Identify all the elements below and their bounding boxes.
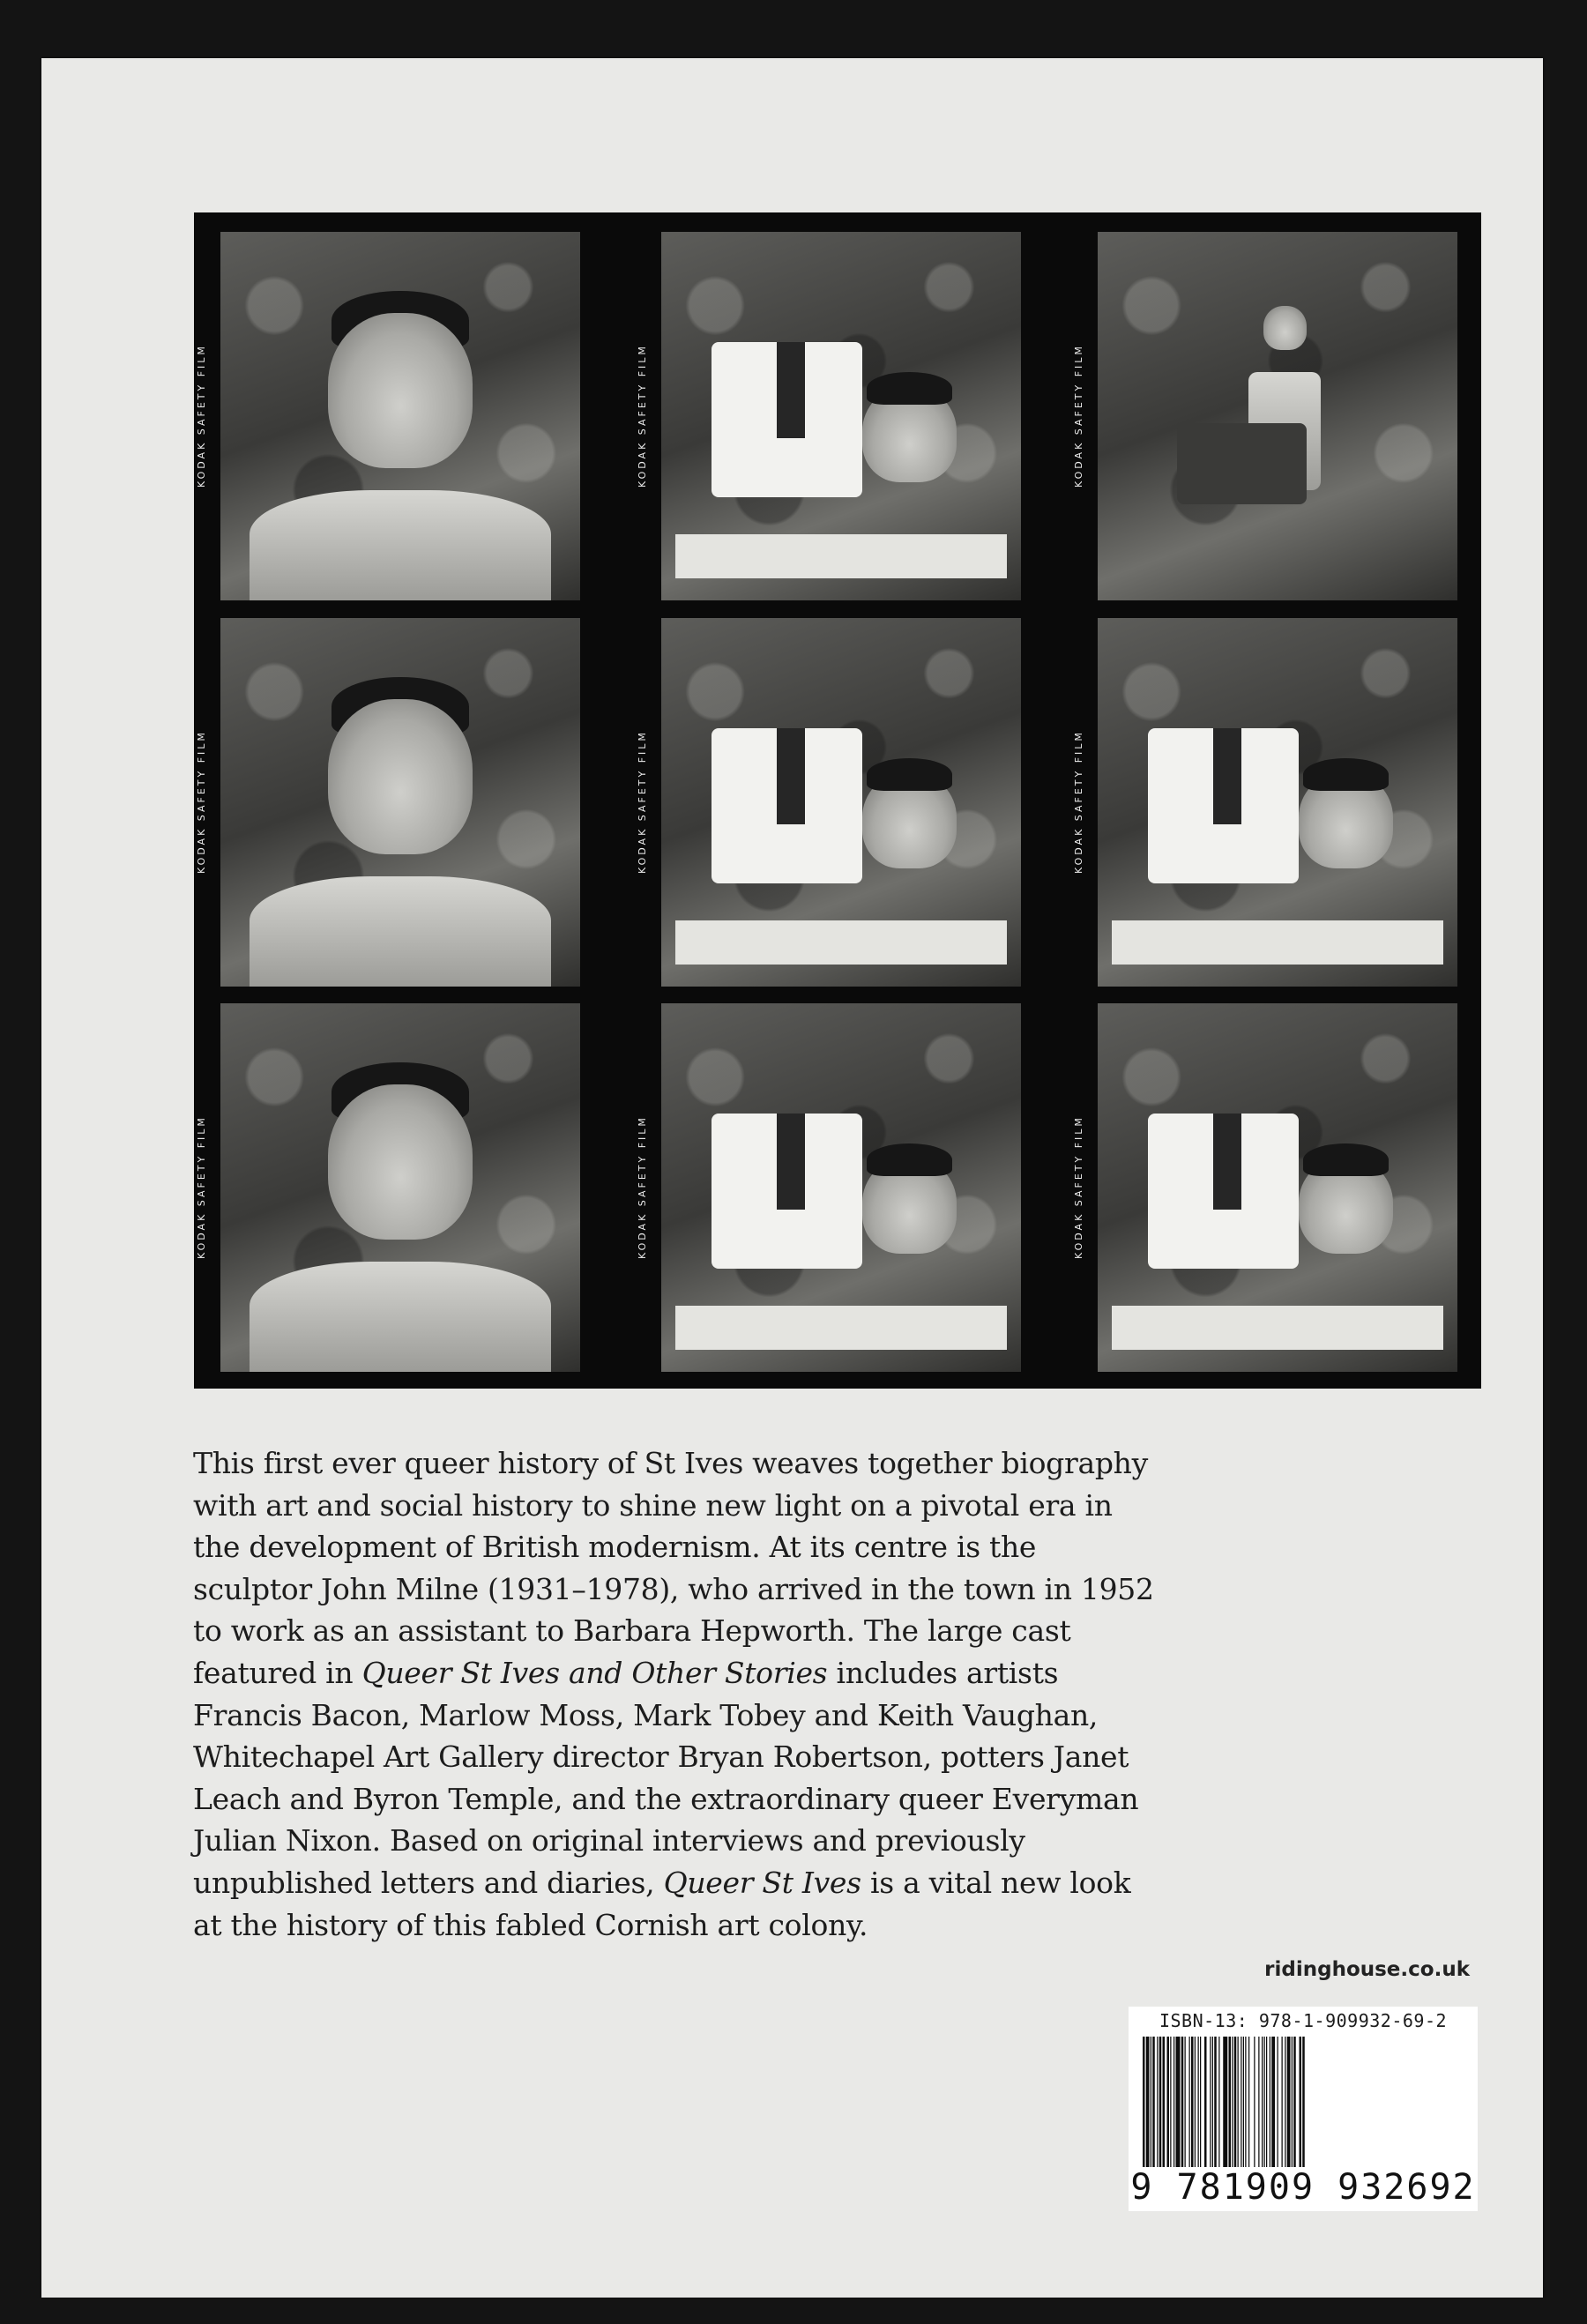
- barcode-bar: [1204, 2037, 1207, 2167]
- contact-sheet-photo: [194, 212, 1481, 1389]
- barcode-bar: [1258, 2037, 1259, 2167]
- barcode-bar: [1292, 2037, 1293, 2167]
- barcode-block: [1129, 2007, 1478, 2211]
- barcode-bar: [1262, 2037, 1263, 2167]
- barcode-bar: [1181, 2037, 1184, 2167]
- barcode-bar: [1300, 2037, 1302, 2167]
- photo-frame-sculpture-portrait: [661, 232, 1021, 600]
- back-cover: [41, 58, 1543, 2298]
- barcode-bar: [1234, 2037, 1237, 2167]
- blurb-part-2: includes artists Francis Bacon, Marlow Moss, Mark Tobey and Keith Vaughan, Whitechapel Art Gallery director Bryan Robertson, potters Janet Leach and Byron Temple, and the extraordinary queer Everyman Julian Nixon. Based on original interviews and previously unpublished letters and diaries,: [193, 1655, 1139, 1900]
- barcode-bar: [1232, 2037, 1233, 2167]
- barcode-bar: [1245, 2037, 1246, 2167]
- barcode-icon: [1143, 2037, 1464, 2167]
- barcode-bar: [1159, 2037, 1162, 2167]
- film-edge-marking: KODAK SAFETY FILM: [1073, 1115, 1084, 1260]
- barcode-bar: [1302, 2037, 1305, 2167]
- barcode-bar: [1170, 2037, 1171, 2167]
- barcode-bar: [1200, 2037, 1201, 2167]
- barcode-bar: [1146, 2037, 1150, 2167]
- barcode-bar: [1152, 2037, 1155, 2167]
- book-title-italic: Queer St Ives and Other Stories: [361, 1655, 828, 1690]
- barcode-bar: [1223, 2037, 1227, 2167]
- barcode-bar: [1163, 2037, 1166, 2167]
- isbn-label: ISBN-13: 978-1-909932-69-2: [1159, 2010, 1448, 2031]
- photo-frame-portrait: [220, 232, 580, 600]
- publisher-website: ridinghouse.co.uk: [1264, 1958, 1470, 1981]
- photo-frame-portrait: [220, 1003, 580, 1372]
- film-edge-marking: KODAK SAFETY FILM: [637, 1115, 648, 1260]
- barcode-bar: [1229, 2037, 1232, 2167]
- barcode-bar: [1173, 2037, 1174, 2167]
- film-edge-marking: KODAK SAFETY FILM: [196, 730, 207, 875]
- film-edge-marking: KODAK SAFETY FILM: [1073, 730, 1084, 875]
- barcode-bar: [1195, 2037, 1196, 2167]
- blurb-text: [193, 1442, 1163, 1946]
- book-short-title-italic: Queer St Ives: [663, 1865, 861, 1900]
- photo-frame-sculpture-portrait: [1098, 618, 1457, 987]
- barcode-bar: [1143, 2037, 1145, 2167]
- barcode-bar: [1218, 2037, 1219, 2167]
- photo-frame-sculpture-portrait: [661, 1003, 1021, 1372]
- photo-frame-sculpture-portrait: [1098, 1003, 1457, 1372]
- film-edge-marking: KODAK SAFETY FILM: [637, 344, 648, 488]
- barcode-bar: [1243, 2037, 1244, 2167]
- barcode-bar: [1191, 2037, 1194, 2167]
- film-edge-marking: KODAK SAFETY FILM: [196, 1115, 207, 1260]
- barcode-bar: [1282, 2037, 1283, 2167]
- barcode-bar: [1266, 2037, 1267, 2167]
- barcode-bar: [1185, 2037, 1186, 2167]
- barcode-bar: [1264, 2037, 1265, 2167]
- barcode-bar: [1189, 2037, 1190, 2167]
- film-edge-marking: KODAK SAFETY FILM: [196, 344, 207, 488]
- barcode-bar: [1248, 2037, 1249, 2167]
- blurb-part-1: This first ever queer history of St Ives weaves together biography with art and social history to shine new light on a pivotal era in the development of British modernism. At its centre is the sculptor John Milne (1931–1978), who arrived in the town in 1952 to work as an assistant to Barbara Hepworth. The large cast featured in: [193, 1446, 1154, 1690]
- photo-frame-portrait: [220, 618, 580, 987]
- film-edge-marking: KODAK SAFETY FILM: [1073, 344, 1084, 488]
- photo-frame-sculpture-portrait: [661, 618, 1021, 987]
- barcode-bar: [1210, 2037, 1211, 2167]
- barcode-bar: [1157, 2037, 1158, 2167]
- barcode-bar: [1293, 2037, 1296, 2167]
- barcode-bar: [1167, 2037, 1170, 2167]
- barcode-bar: [1271, 2037, 1275, 2167]
- barcode-bar: [1212, 2037, 1213, 2167]
- barcode-bar: [1238, 2037, 1239, 2167]
- barcode-bar: [1254, 2037, 1255, 2167]
- blurb-part-3: is a vital new look at the history of this fabled Cornish art colony.: [193, 1865, 1131, 1942]
- barcode-bar: [1214, 2037, 1217, 2167]
- barcode-bar: [1287, 2037, 1291, 2167]
- barcode-bar: [1198, 2037, 1199, 2167]
- barcode-bar: [1176, 2037, 1181, 2167]
- barcode-number: 9 781909 932692: [1130, 2167, 1476, 2208]
- photo-frame-garden-figure: [1098, 232, 1457, 600]
- film-edge-marking: KODAK SAFETY FILM: [637, 730, 648, 875]
